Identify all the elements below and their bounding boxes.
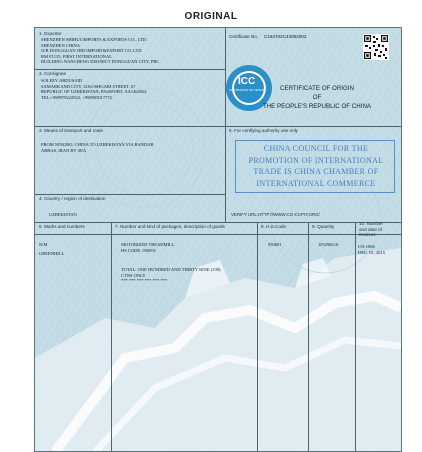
col-invoice-header (359, 221, 383, 238)
col-invoice-header-line: and date of (359, 226, 382, 232)
title-line: THE PEOPLE'S REPUBLIC OF CHINA (262, 103, 372, 110)
description-line: *** *** *** *** *** *** (121, 278, 168, 283)
marks-line: GREENHILL (39, 251, 65, 256)
consignee-line: SAMARKAND CITY, 3I.KOSHGARI STREET, 67 (41, 83, 136, 89)
qr-code-icon (363, 34, 389, 60)
col-marks-header: 6. Marks and numbers (39, 224, 85, 229)
exporter-line: O/B DONGGUAN JHD IMPORT&EXPORT CO. LTD (41, 48, 142, 53)
divider (355, 222, 356, 452)
cert-no-value: C164702C43052002 (264, 34, 307, 39)
exporter-line: SHENZHEN CHINA (41, 42, 81, 48)
invoice-line: DEC. 01, 2015 (358, 249, 385, 255)
divider (257, 222, 258, 452)
destination-label: 4. Country / region of destination (39, 196, 106, 201)
description-line: HS CODE: 950691 (121, 247, 157, 253)
col-quantity-header: 9. Quantity (312, 224, 335, 229)
title-line: CERTIFICATE OF ORIGIN (279, 85, 355, 92)
certificate-form (34, 27, 402, 452)
exporter-line: SHENZHEN SHIHUI IMPORTS & EXPORTS CO., LTD. (41, 37, 148, 42)
stamp-line: CHINA COUNCIL FOR THE (263, 144, 369, 153)
quantity-value: 10529KGS (318, 242, 339, 247)
title-line: OF (312, 94, 322, 101)
invoice-line: CN-1006 (358, 244, 375, 249)
description-line: CTNS ONLY (121, 272, 146, 278)
verify-url: VERIFY URL:HTTP://WWW.CO-CCPIT.ORG/ (231, 212, 320, 217)
cert-no-label: Certificate No. (229, 34, 259, 39)
divider (35, 194, 225, 195)
stamp-line: PROMOTION OF INTERNATIONAL (248, 155, 384, 165)
divider (35, 126, 401, 127)
document-heading: ORIGINAL (184, 11, 238, 22)
stamp-line: TRADE IS CHINA CHAMBER OF (253, 167, 379, 176)
divider (308, 222, 309, 452)
destination-value: UZBEKISTAN (49, 212, 77, 217)
description-line: TOTAL: ONE HUNDRED AND THIRTY NINE (139) (121, 267, 221, 272)
stamp-line: INTERNATIONAL COMMERCE (256, 178, 376, 188)
col-hscode-header: 8. H.S.Code (261, 224, 287, 229)
consignee-line: REPUBLIC OF UZBEKISTAN, PASSPORT: AA1464562 (41, 89, 147, 94)
exporter-line: BUILDING NANCHENG DISTRICT DONGGUAN CITY, PRC (41, 59, 160, 64)
col-invoice-header-line: 10. Number (359, 221, 384, 226)
divider (225, 28, 226, 222)
certificate-title (231, 84, 402, 111)
description-line: MOTORIZED TREADMILL (121, 242, 175, 247)
consignee-line: TEL:+998979222922, +998905017772 (41, 94, 112, 100)
certifying-label: 5. For certifying authority use only (229, 128, 298, 133)
consignee-line: SOLEEV ABDUSAID (41, 78, 83, 83)
divider (35, 222, 401, 223)
col-description-header: 7. Number and kind of packages; description of goods (115, 224, 225, 229)
chamber-stamp (235, 140, 395, 193)
transport-line: ABBAS, IRAN BY SEA (41, 147, 87, 153)
transport-label: 3. Means of transport and route (39, 128, 104, 133)
divider (35, 69, 225, 70)
divider (35, 234, 401, 235)
exporter-line: RM F1135, FIRST INTERNATIONAL (41, 53, 113, 59)
icc-logo-ring-text: CERTIFICATE OF ORIGIN (229, 88, 265, 92)
icc-logo-letters: ICC (238, 76, 256, 87)
transport-line: FROM NINGBO, CHINA TO UZBEKISTAN VIA BANDAR (41, 142, 154, 147)
consignee-label: 2. Consignee (39, 71, 67, 76)
hs-code-value: 950691 (268, 242, 282, 247)
marks-line: N/M (39, 242, 48, 247)
divider (111, 222, 112, 452)
col-invoice-header-line: invoices (359, 232, 376, 238)
exporter-label: 1. Exporter (39, 31, 62, 36)
